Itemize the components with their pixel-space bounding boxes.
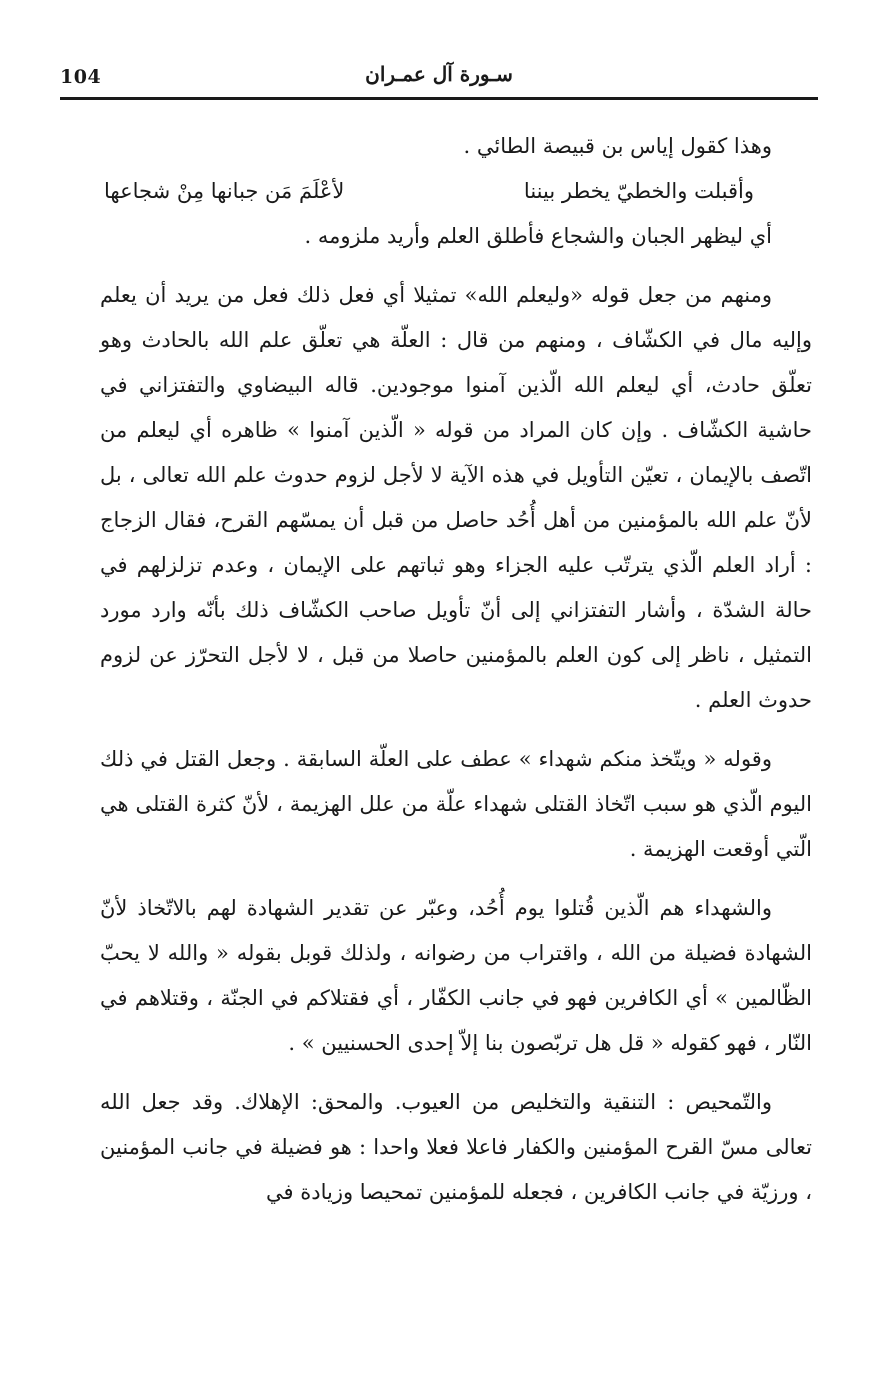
page-number: 104 xyxy=(60,66,102,88)
paragraph-martyrs: والشهداء هم الّذين قُتلوا يوم أُحُد، وعبّر عن تقدير الشهادة لهم بالاتّخاذ لأنّ الشهادة فضيلة من الله ، واقتراب من رضوانه ، ولذلك قوبل بقوله « والله لا يحبّ الظّالمين » أي الكافرين فهو في جانب الكفّار ، أي فقتلاكم في الجنّة ، وقتلاهم في النّار ، فهو كقوله « قل هل تربّصون بنا إلاّ إحدى الحسنيين » . xyxy=(100,896,812,1055)
paragraph-martyrs-clause: وقوله « ويتّخذ منكم شهداء » عطف على العلّة السابقة . وجعل القتل في ذلك اليوم الّذي هو سبب اتّخاذ القتلى شهداء علّة من علل الهزيمة ، لأنّ كثرة القتلى هي الّتي أوقعت الهزيمة . xyxy=(100,747,812,861)
poetry-verse xyxy=(100,169,812,214)
running-title: سـورة آل عمـران xyxy=(365,62,513,86)
verse-first-hemistich: وأقبلت والخطيّ يخطر بيننا xyxy=(523,179,754,203)
paragraph-knowledge: ومنهم من جعل قوله «وليعلم الله» تمثيلا أي فعل ذلك فعل من يريد أن يعلم وإليه مال في الكشّاف ، ومنهم من قال : العلّة هي تعلّق علم الله بالحادث وهو تعلّق حادث، أي ليعلم الله الّذين آمنوا موجودين. قاله البيضاوي والتفتزاني في حاشية الكشّاف . وإن كان المراد من قوله « الّذين آمنوا » ظاهره أي ليعلم من اتّصف بالإيمان ، تعيّن التأويل في هذه الآية لا لأجل لزوم حدوث علم الله تعالى ، بل لأنّ علم الله بالمؤمنين من أهل أُحُد حاصل من قبل أن يمسّهم القرح، فقال الزجاج : أراد العلم الّذي يترتّب عليه الجزاء وهو ثباتهم على الإيمان ، وعدم تزلزلهم في حالة الشدّة ، وأشار التفتزاني إلى أنّ تأويل صاحب الكشّاف ذلك بأنّه وارد مورد التمثيل ، ناظر إلى كون العلم بالمؤمنين حاصلا من قبل ، لا لأجل التحرّز عن لزوم حدوث العلم . xyxy=(100,283,812,712)
page-header xyxy=(60,62,818,98)
header-rule xyxy=(60,97,818,100)
paragraph-tamhis: والتّمحيص : التنقية والتخليص من العيوب. والمحق: الإهلاك. وقد جعل الله تعالى مسّ القرح المؤمنين والكفار فاعلا فعلا واحدا : هو فضيلة في جانب المؤمنين ، ورزيّة في جانب الكافرين ، فجعله للمؤمنين تمحيصا وزيادة في xyxy=(100,1090,812,1204)
paragraph-intro: وهذا كقول إياس بن قبيصة الطائي . xyxy=(463,134,772,158)
verse-second-hemistich: لأعْلَمَ مَن جبانها مِنْ شجاعها xyxy=(104,179,345,203)
body-text xyxy=(100,124,812,1215)
paragraph-verse-explanation: أي ليظهر الجبان والشجاع فأطلق العلم وأريد ملزومه . xyxy=(304,224,772,248)
